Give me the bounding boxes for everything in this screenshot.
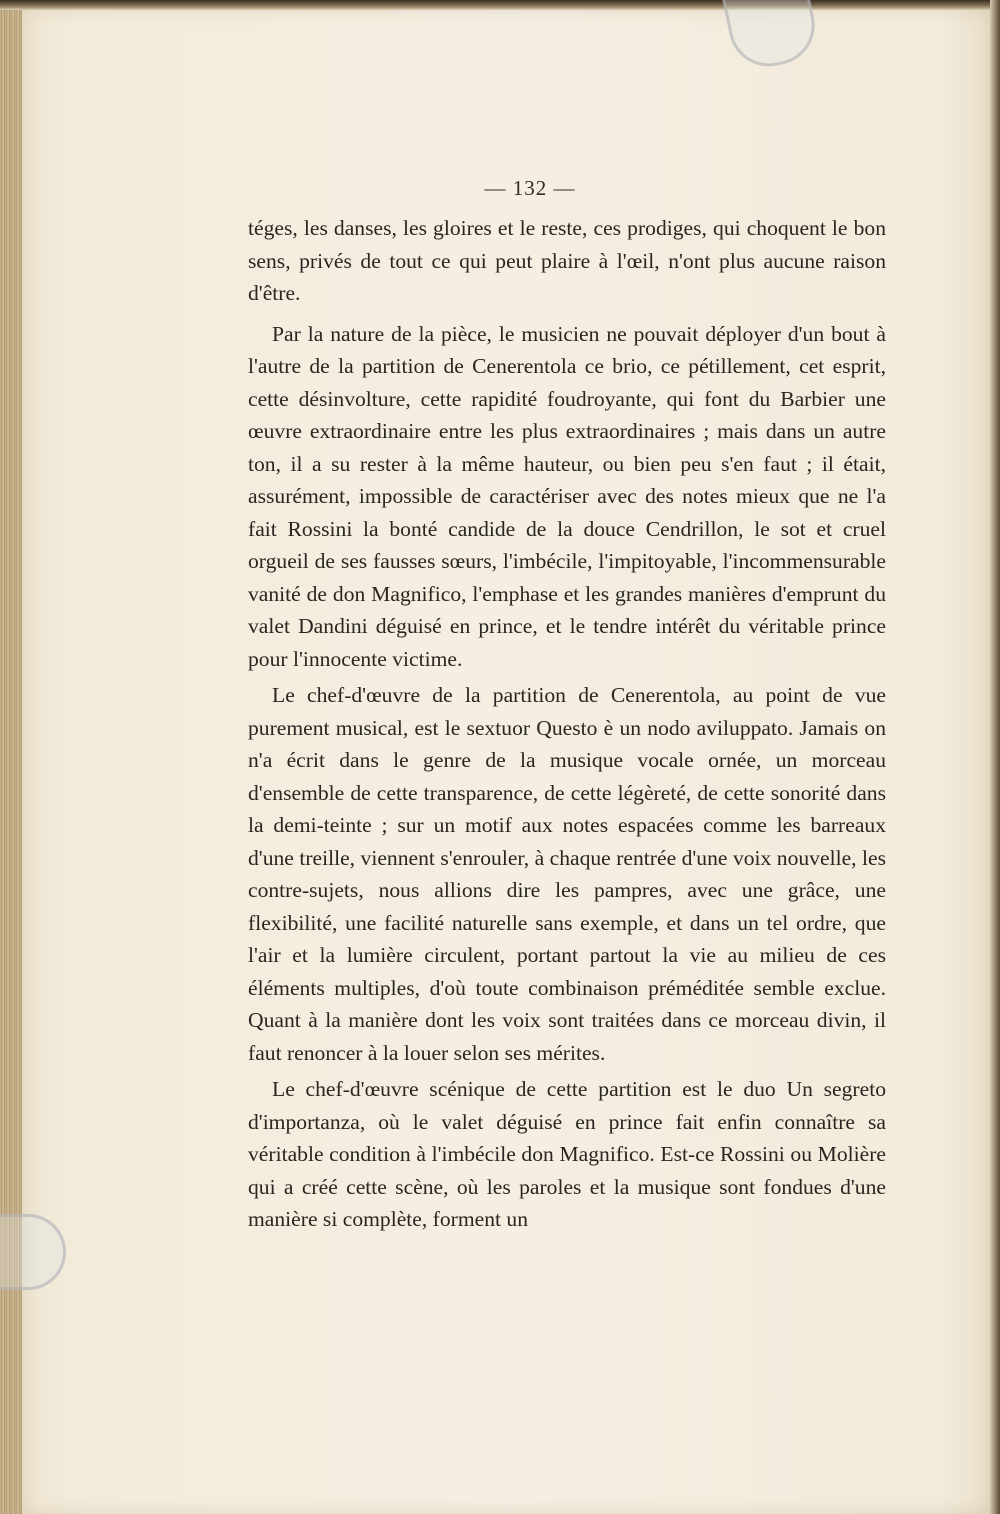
paragraph: téges, les danses, les gloires et le reste, ces prodiges, qui choquent le bon sens, privés de tout ce qui peut plaire à l'œil, n'ont plus aucune raison d'être. <box>248 216 886 305</box>
body-text <box>248 212 886 1240</box>
paragraph: Le chef-d'œuvre scénique de cette partition est le duo Un segreto d'importanza, où le valet déguisé en prince fait enfin connaître sa véritable condition à l'imbécile don Magnifico. Est-ce Rossini ou Molière qui a créé cette scène, où les paroles et la musique sont fondues d'une manière si complète, forment un <box>248 1077 886 1231</box>
paragraph: Par la nature de la pièce, le musicien ne pouvait déployer d'un bout à l'autre de la partition de Cenerentola ce brio, ce pétillement, cet esprit, cette désinvolture, cette rapidité foudroyante, qui font du Barbier une œuvre extraordinaire entre les plus extraordinaires ; mais dans un autre ton, il a su rester à la même hauteur, ou bien peu s'en faut ; il était, assurément, impossible de caractériser avec des notes mieux que ne l'a fait Rossini la bonté candide de la douce Cendrillon, le sot et cruel orgueil de ses fausses sœurs, l'imbécile, l'impitoyable, l'incommensurable vanité de don Magnifico, l'emphase et les grandes manières d'emprunt du valet Dandini déguisé en prince, et le tendre intérêt du véritable prince pour l'innocente victime. <box>248 321 886 671</box>
page-number: — 132 — <box>484 176 576 200</box>
paragraph: Le chef-d'œuvre de la partition de Cenerentola, au point de vue purement musical, est le sextuor Questo è un nodo aviluppato. Jamais on n'a écrit dans le genre de la musique vocale ornée, un morceau d'ensemble de cette transparence, de cette légèreté, de cette sonorité dans la demi-teinte ; sur un motif aux notes espacées comme les barreaux d'une treille, viennent s'enrouler, à chaque rentrée d'une voix nouvelle, les contre-sujets, nous allions dire les pampres, avec une grâce, une flexibilité, une facilité naturelle sans exemple, et dans un tel ordre, que l'air et la lumière circulent, portant partout la vie au milieu de ces éléments multiples, d'où toute combinaison préméditée semble exclue. Quant à la manière dont les voix sont traitées dans ce morceau divin, il faut renoncer à la louer selon ses mérites. <box>248 683 886 1065</box>
book-top-edge <box>0 0 1000 10</box>
book-right-edge <box>990 0 1000 1514</box>
